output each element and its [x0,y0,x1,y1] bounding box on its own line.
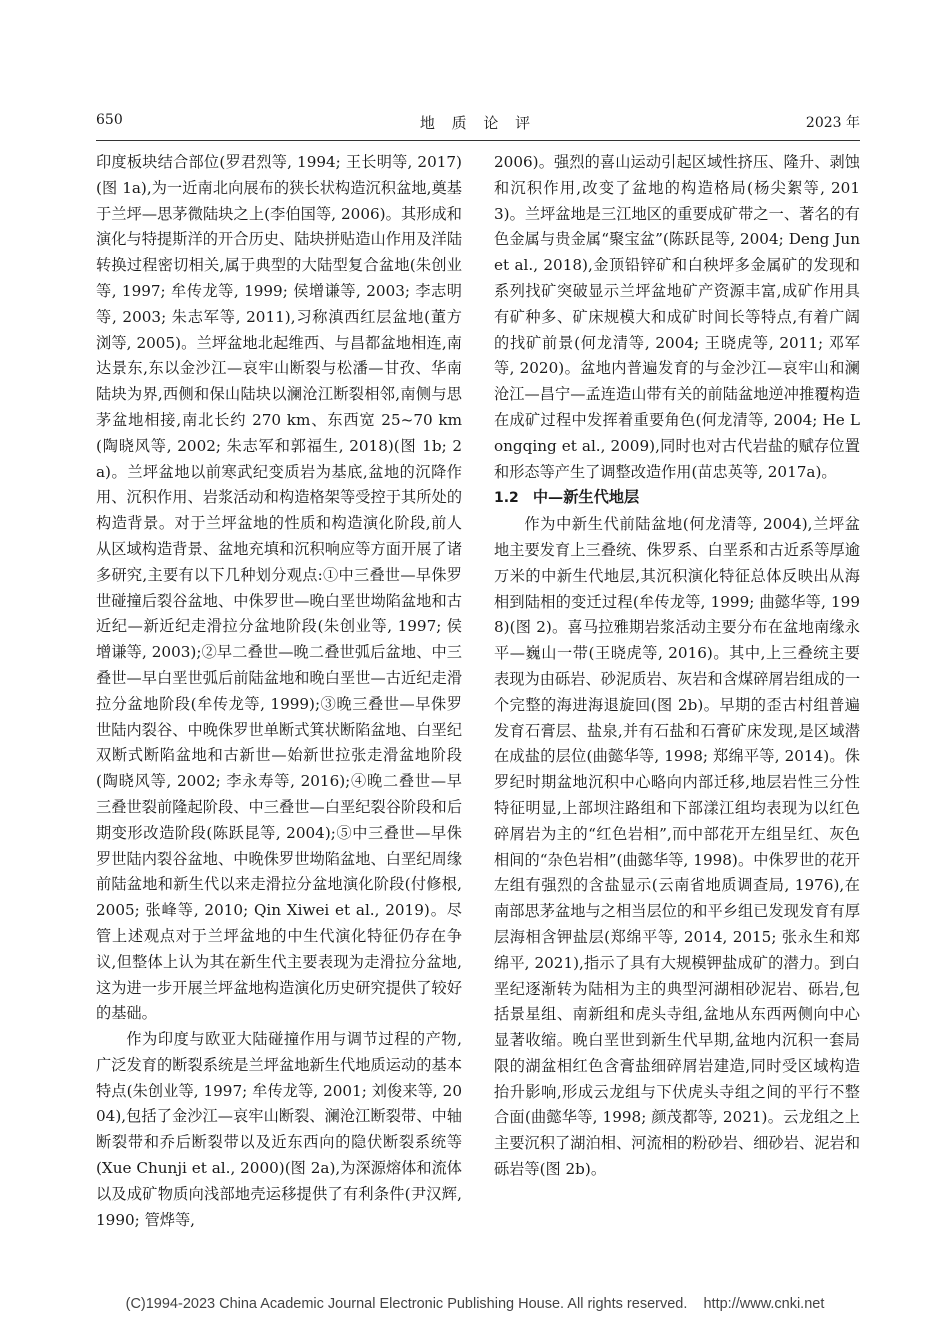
page-header [96,112,860,136]
publication-year: 2023 年 [805,115,860,131]
header-rule [96,140,860,141]
left-column [96,150,462,1233]
right-paragraph-1: 2006)。强烈的喜山运动引起区域性挤压、隆升、剥蚀和沉积作用,改变了盆地的构造格局(杨尖絮等, 2013)。兰坪盆地是三江地区的重要成矿带之一、著名的有色金属与贵金属“聚宝盆”(陈跃昆等, 2004; Deng Jun et al., 2018),金顶铅锌矿和白秧坪多金属矿的发现和系列找矿突破显示兰坪盆地矿产资源丰富,成矿作用具有矿种多、矿床规模大和成矿时间长等特点,有着广阔的找矿前景(何龙清等, 2004; 王晓虎等, 2011; 邓军等, 2020)。盆地内普遍发育的与金沙江—哀牢山和澜沧江—昌宁—孟连造山带有关的前陆盆地逆冲推覆构造在成矿过程中发挥着重要角色(何龙清等, 2004; He Longqing et al., 2009),同时也对古代岩盐的赋存位置和形态等产生了调整改造作用(苗忠英等, 2017a)。 [494,153,860,481]
copyright-footer: (C)1994-2023 China Academic Journal Electronic Publishing House. All rights reserved. http://www.cnki.net [125,1296,825,1312]
journal-title: 地 质 论 评 [419,114,537,132]
left-paragraph-1: 印度板块结合部位(罗君烈等, 1994; 王长明等, 2017)(图 1a),为一近南北向展布的狭长状构造沉积盆地,奠基于兰坪—思茅微陆块之上(李伯国等, 2006)。其形成和演化与特提斯洋的开合历史、陆块拼贴造山作用及洋陆转换过程密切相关,属于典型的大陆型复合盆地(朱创业等, 1997; 牟传龙等, 1999; 侯增谦等, 2003; 李志明等, 2003; 朱志军等, 2011),习称滇西红层盆地(董方浏等, 2005)。兰坪盆地北起维西、与昌都盆地相连,南达景东,东以金沙江—哀牢山断裂与松潘—甘孜、华南陆块为界,西侧和保山陆块以澜沧江断裂相邻,南侧与思茅盆地相接,南北长约 270 km、东西宽 25~70 km(陶晓风等, 2002; 朱志军和郭福生, 2018)(图 1b; 2a)。兰坪盆地以前寒武纪变质岩为基底,盆地的沉降作用、沉积作用、岩浆活动和构造格架等受控于其所处的构造背景。对于兰坪盆地的性质和构造演化阶段,前人从区域构造背景、盆地充填和沉积响应等方面开展了诸多研究,主要有以下几种划分观点:①中三叠世—早侏罗世碰撞后裂谷盆地、中侏罗世—晚白垩世坳陷盆地和古近纪—新近纪走滑拉分盆地阶段(朱创业等, 1997; 侯增谦等, 2003);②早二叠世—晚二叠世弧后盆地、中三叠世—早白垩世弧后前陆盆地和晚白垩世—古近纪走滑拉分盆地阶段(牟传龙等, 1999);③晚三叠世—早侏罗世陆内裂谷、中晚侏罗世单断式箕状断陷盆地、白垩纪双断式断陷盆地和古新世—始新世拉张走滑盆地阶段(陶晓风等, 2002; 李永寿等, 2016);④晚二叠世—早三叠世裂前隆起阶段、中三叠世—白垩纪裂谷阶段和后期变形改造阶段(陈跃昆等, 2004);⑤中三叠世—早侏罗世陆内裂谷盆地、中晚侏罗世坳陷盆地、白垩纪周缘前陆盆地和新生代以来走滑拉分盆地演化阶段(付修根, 2005; 张峰等, 2010; Qin Xiwei et al., 2019)。尽管上述观点对于兰坪盆地的中生代演化特征仍存在争议,但整体上认为其在新生代主要表现为走滑拉分盆地,这为进一步开展兰坪盆地构造演化历史研究提供了较好的基础。 [96,153,462,1023]
left-paragraph-2: 作为印度与欧亚大陆碰撞作用与调节过程的产物,广泛发育的断裂系统是兰坪盆地新生代地质运动的基本特点(朱创业等, 1997; 牟传龙等, 2001; 刘俊来等, 2004),包括了金沙江—哀牢山断裂、澜沧江断裂带、中轴断裂带和乔后断裂带以及近东西向的隐伏断裂系统等(Xue Chunji et al., 2000)(图 2a),为深源熔体和流体以及成矿物质向浅部地壳运移提供了有利条件(尹汉辉, 1990; 管烨等, [96,1030,462,1229]
section-number: 1.2 [494,490,519,507]
section-title: 中—新生代地层 [532,488,640,507]
right-column [494,150,860,1183]
right-paragraph-2: 作为中新生代前陆盆地(何龙清等, 2004),兰坪盆地主要发育上三叠统、侏罗系、白垩系和古近系等厚逾万米的中新生代地层,其沉积演化特征总体反映出从海相到陆相的变迁过程(牟传龙等, 1999; 曲懿华等, 1998)(图 2)。喜马拉雅期岩浆活动主要分布在盆地南缘永平—巍山一带(王晓虎等, 2016)。其中,上三叠统主要表现为由砾岩、砂泥质岩、灰岩和含煤碎屑岩组成的一个完整的海进海退旋回(图 2b)。早期的歪古村组普遍发育石膏层、盐泉,并有石盐和石膏矿床发现,是区域潜在成盐的层位(曲懿华等, 1998; 郑绵平等, 2014)。侏罗纪时期盆地沉积中心略向内部迁移,地层岩性三分性特征明显,上部坝注路组和下部漾江组均表现为以红色碎屑岩为主的“红色岩相”,而中部花开左组呈红、灰色相间的“杂色岩相”(曲懿华等, 1998)。中侏罗世的花开左组有强烈的含盐显示(云南省地质调查局, 1976),在南部思茅盆地与之相当层位的和平乡组已发现发育有厚层海相含钾盐层(郑绵平等, 2014, 2015; 张永生和郑绵平, 2021),指示了具有大规模钾盐成矿的潜力。到白垩纪逐渐转为陆相为主的典型河湖相砂泥岩、砾岩,包括景星组、南新组和虎头寺组,盆地从东西两侧向中心显著收缩。晚白垩世到新生代早期,盆地内沉积一套局限的湖盆相红色含膏盐细碎屑岩建造,同时受区域构造抬升影响,形成云龙组与下伏虎头寺组之间的平行不整合面(曲懿华等, 1998; 颜茂都等, 2021)。云龙组之上主要沉积了湖泊相、河流相的粉砂岩、细砂岩、泥岩和砾岩等(图 2b)。 [494,515,860,1179]
page-number: 650 [96,112,123,128]
section-heading [494,485,860,512]
